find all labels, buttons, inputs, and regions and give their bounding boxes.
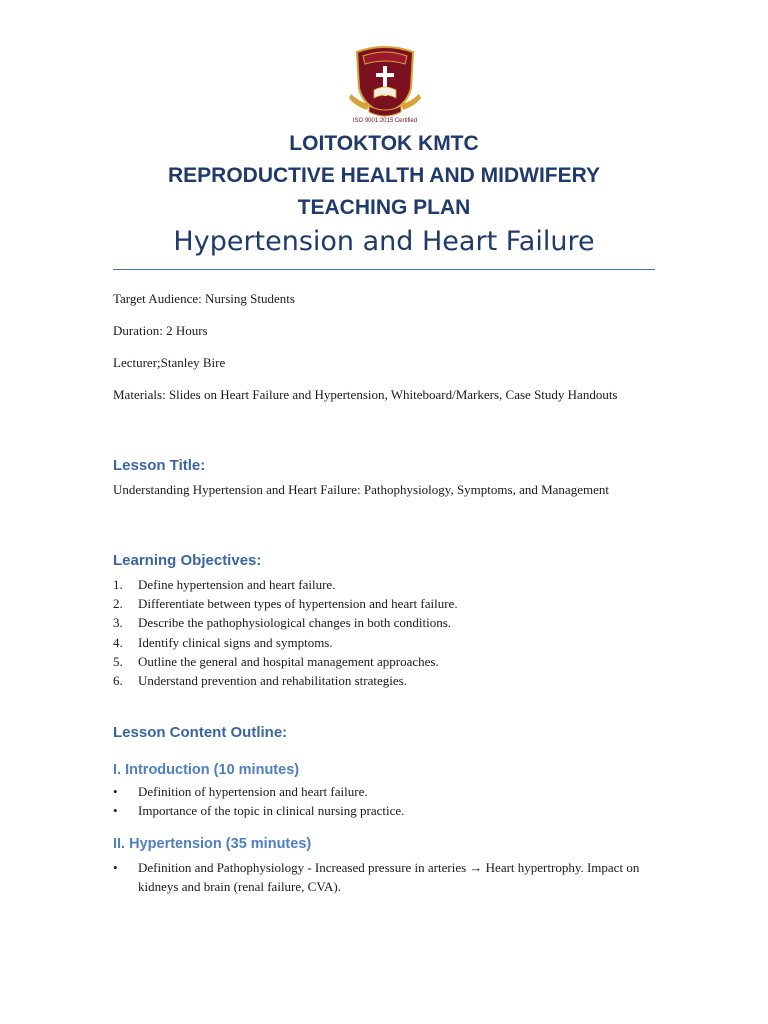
section-heading-hypertension: II. Hypertension (35 minutes) bbox=[113, 836, 312, 852]
list-item: 1. Define hypertension and heart failure. bbox=[113, 577, 336, 592]
materials: Materials: Slides on Heart Failure and Hypertension, Whiteboard/Markers, Case Study Handouts bbox=[113, 387, 618, 402]
department-name: REPRODUCTIVE HEALTH AND MIDWIFERY bbox=[167, 164, 601, 187]
outline-heading: Lesson Content Outline: bbox=[113, 724, 288, 741]
kmtc-crest-icon bbox=[347, 44, 423, 118]
section-heading-introduction: I. Introduction (10 minutes) bbox=[113, 762, 300, 778]
introduction-bullets bbox=[113, 782, 673, 820]
list-item: 2. Differentiate between types of hypertension and heart failure. bbox=[113, 596, 458, 612]
hypertension-bullets bbox=[113, 858, 653, 896]
bullet-icon: • bbox=[113, 860, 118, 875]
lesson-title-text: Understanding Hypertension and Heart Failure: Pathophysiology, Symptoms, and Management bbox=[113, 482, 609, 497]
objectives-heading: Learning Objectives: bbox=[113, 552, 262, 569]
bullet-icon: • bbox=[113, 784, 118, 799]
target-audience: Target Audience: Nursing Students bbox=[113, 291, 295, 306]
lesson-title-heading: Lesson Title: bbox=[113, 457, 206, 474]
list-item: 5. Outline the general and hospital management approaches. bbox=[113, 653, 439, 669]
title-divider bbox=[113, 269, 655, 270]
list-item: 3. Describe the pathophysiological changes in both conditions. bbox=[113, 615, 452, 631]
list-item: • Definition and Pathophysiology - Increased pressure in arteries → Heart hypertrophy. Impact on kidneys and brain (renal failure, CVA). bbox=[113, 860, 640, 895]
lecturer: Lecturer;Stanley Bire bbox=[113, 355, 226, 370]
institution-name: LOITOKTOK KMTC bbox=[289, 132, 479, 155]
list-item: 4. Identify clinical signs and symptoms. bbox=[113, 634, 333, 650]
list-item: 6. Understand prevention and rehabilitation strategies. bbox=[113, 673, 407, 689]
list-item: • Definition of hypertension and heart failure. bbox=[113, 782, 673, 801]
document-title: Hypertension and Heart Failure bbox=[173, 226, 595, 257]
duration: Duration: 2 Hours bbox=[113, 323, 208, 338]
list-item: • Importance of the topic in clinical nursing practice. bbox=[113, 801, 673, 820]
bullet-icon: • bbox=[113, 803, 118, 819]
document-type: TEACHING PLAN bbox=[297, 196, 471, 219]
college-logo bbox=[347, 44, 423, 130]
objectives-list bbox=[113, 575, 673, 690]
logo-caption: ISO 9001:2015 Certified bbox=[352, 118, 418, 124]
